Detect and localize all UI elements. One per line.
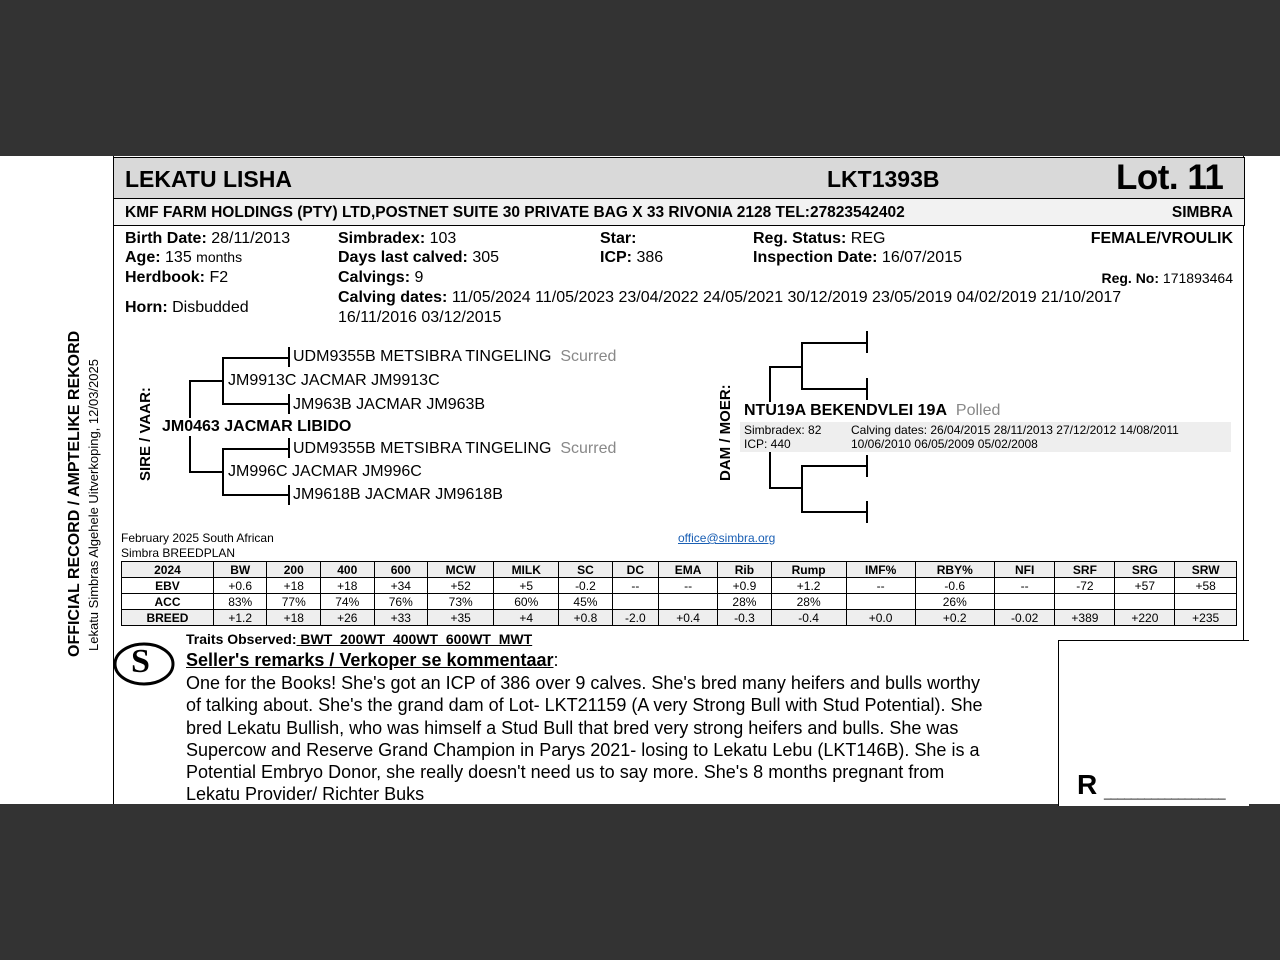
animal-id: LKT1393B [827,166,940,192]
owner-bar [113,199,1245,226]
sex: FEMALE/VROULIK [1090,230,1233,247]
sire-dam-sire: UDM9355B METSIBRA TINGELING Scurred [293,440,617,457]
simbra-logo [112,641,176,687]
dam-details [740,422,1231,452]
table-cell [1175,594,1237,610]
dam-simbradex: Simbradex: 82 [744,423,822,437]
table-cell: 77% [267,594,321,610]
dam-calving-dates-cont: 10/06/2010 06/05/2009 05/02/2008 [851,437,1038,451]
sire-dam: JM996C JACMAR JM996C [228,463,422,480]
age: Age: 135 months [125,249,243,266]
table-cell: -72 [1055,578,1115,594]
table-header: Rump [771,562,846,578]
table-cell [994,594,1055,610]
remarks-text [186,672,983,806]
star: Star: [600,230,637,247]
table-cell: 83% [213,594,267,610]
remarks-line: One for the Books! She's got an ICP of 386 over 9 calves. She's bred many heifers and bulls worthy [186,673,980,693]
table-cell: +33 [374,610,428,626]
table-header: SC [559,562,613,578]
table-cell [1055,594,1115,610]
table-cell: +0.0 [846,610,915,626]
sire-dam-dam: JM9618B JACMAR JM9618B [293,486,503,503]
table-cell [846,594,915,610]
table-header: SRW [1175,562,1237,578]
reg-no: Reg. No: 171893464 [1101,270,1233,286]
table-cell: +34 [374,578,428,594]
lot-number: Lot. 11 [1116,158,1224,197]
table-cell: 60% [494,594,559,610]
table-cell: +235 [1175,610,1237,626]
sire-sire: JM9913C JACMAR JM9913C [228,372,440,389]
sire-label: SIRE / VAAR: [137,387,154,481]
table-cell: +0.8 [559,610,613,626]
table-cell: -0.4 [771,610,846,626]
herdbook: Herdbook: F2 [125,269,229,286]
inspection-date: Inspection Date: 16/07/2015 [753,249,962,266]
calvings: Calvings: 9 [338,269,424,286]
table-cell: +5 [494,578,559,594]
table-cell: 28% [718,594,772,610]
dam-calving-dates: Calving dates: 26/04/2015 28/11/2013 27/12/2012 14/08/2011 [851,423,1179,437]
table-header: NFI [994,562,1055,578]
ebv-header-row [122,562,1237,578]
table-header: 200 [267,562,321,578]
table-cell: +18 [321,578,375,594]
table-cell: +389 [1055,610,1115,626]
table-header: SRG [1115,562,1175,578]
table-cell [659,594,718,610]
official-record-label: OFFICIAL RECORD / AMPTELIKE REKORD [66,330,83,657]
table-cell: 26% [915,594,994,610]
table-cell: 74% [321,594,375,610]
horn: Horn: Disbudded [125,299,249,316]
table-cell: +58 [1175,578,1237,594]
days-last-calved: Days last calved: 305 [338,249,500,266]
table-cell: -- [659,578,718,594]
table-header: Rib [718,562,772,578]
table-cell: +220 [1115,610,1175,626]
table-cell: +0.6 [213,578,267,594]
table-cell [1115,594,1175,610]
table-cell: +18 [267,578,321,594]
table-cell: -0.2 [559,578,613,594]
table-header: EMA [659,562,718,578]
breed-row [122,610,1237,626]
remarks-line: of talking about. She's the grand dam of Lot- LKT21159 (A very Strong Bull with Stud Potential). She [186,695,983,716]
table-cell: +18 [267,610,321,626]
table-header: 2024 [122,562,214,578]
table-header: 400 [321,562,375,578]
header-bar [113,157,1245,199]
breed: SIMBRA [1171,204,1233,221]
dam-label: DAM / MOER: [717,384,734,481]
reg-status: Reg. Status: REG [753,230,886,247]
ebv-table [121,561,1237,626]
dam: NTU19A BEKENDVLEI 19A Polled [744,402,1001,419]
acc-row [122,594,1237,610]
table-header: MCW [428,562,494,578]
table-cell: -- [846,578,915,594]
price-box [1058,640,1249,806]
table-cell: 45% [559,594,613,610]
table-cell: +52 [428,578,494,594]
owner: KMF FARM HOLDINGS (PTY) LTD,POSTNET SUITE 30 PRIVATE BAG X 33 RIVONIA 2128 TEL:27823542402 [125,204,905,221]
table-cell: -- [994,578,1055,594]
sire-sire-sire: UDM9355B METSIBRA TINGELING Scurred [293,348,617,365]
table-cell: -- [612,578,658,594]
table-cell: 73% [428,594,494,610]
table-cell: +1.2 [771,578,846,594]
auction-label: Lekatu Simbras Algehele Uitverkoping, 12/03/2025 [86,359,101,651]
table-header: SRF [1055,562,1115,578]
breedplan-source-1: February 2025 South African [121,531,274,545]
remarks-line: Supercow and Reserve Grand Champion in Parys 2021- losing to Lekatu Lebu (LKT146B). She is a [186,739,980,760]
calving-dates-cont: 16/11/2016 03/12/2015 [338,309,502,326]
table-header: MILK [494,562,559,578]
icp: ICP: 386 [600,249,664,266]
table-cell: -2.0 [612,610,658,626]
logo-letter: S [131,643,150,680]
table-cell: +0.9 [718,578,772,594]
table-cell: -0.02 [994,610,1055,626]
remarks-title: Seller's remarks / Verkoper se kommentaar: [186,650,559,670]
dam-icp: ICP: 440 [744,437,791,451]
table-cell: +0.2 [915,610,994,626]
table-cell: +4 [494,610,559,626]
breedplan-source-2: Simbra BREEDPLAN [121,546,236,560]
table-header: DC [612,562,658,578]
price-blank[interactable]: __________________ [1104,785,1226,800]
remarks-line: Potential Embryo Donor, she really doesn't need us to say more. She's 8 months pregnant from [186,762,945,783]
table-cell: BREED [122,610,214,626]
birth-date: Birth Date: 28/11/2013 [125,230,291,247]
traits-observed: Traits Observed: BWT 200WT 400WT 600WT MWT [186,631,533,647]
ebv-row [122,578,1237,594]
table-cell: 76% [374,594,428,610]
calving-dates: Calving dates: 11/05/2024 11/05/2023 23/04/2022 24/05/2021 30/12/2019 23/05/2019 04/02/2019 21/10/2017 [338,289,1122,306]
table-header: IMF% [846,562,915,578]
sire-sire-dam: JM963B JACMAR JM963B [293,396,486,413]
table-cell: -0.6 [915,578,994,594]
table-header: BW [213,562,267,578]
currency-label: R [1077,769,1098,800]
table-cell [612,594,658,610]
table-cell: 28% [771,594,846,610]
table-cell: +1.2 [213,610,267,626]
table-header: RBY% [915,562,994,578]
remarks-line: Lekatu Provider/ Richter Buks [186,784,425,805]
table-header: 600 [374,562,428,578]
animal-name: LEKATU LISHA [125,166,292,192]
table-cell: +35 [428,610,494,626]
sire: JM0463 JACMAR LIBIDO [162,418,352,435]
table-cell: +0.4 [659,610,718,626]
table-cell: EBV [122,578,214,594]
simbradex: Simbradex: 103 [338,230,457,247]
email-link[interactable]: office@simbra.org [678,531,776,545]
remarks-line: bred Lekatu Bullish, who was himself a Stud Bull that bred very strong heifers and bulls. She was [186,717,959,738]
table-cell: ACC [122,594,214,610]
table-cell: -0.3 [718,610,772,626]
table-cell: +26 [321,610,375,626]
table-cell: +57 [1115,578,1175,594]
